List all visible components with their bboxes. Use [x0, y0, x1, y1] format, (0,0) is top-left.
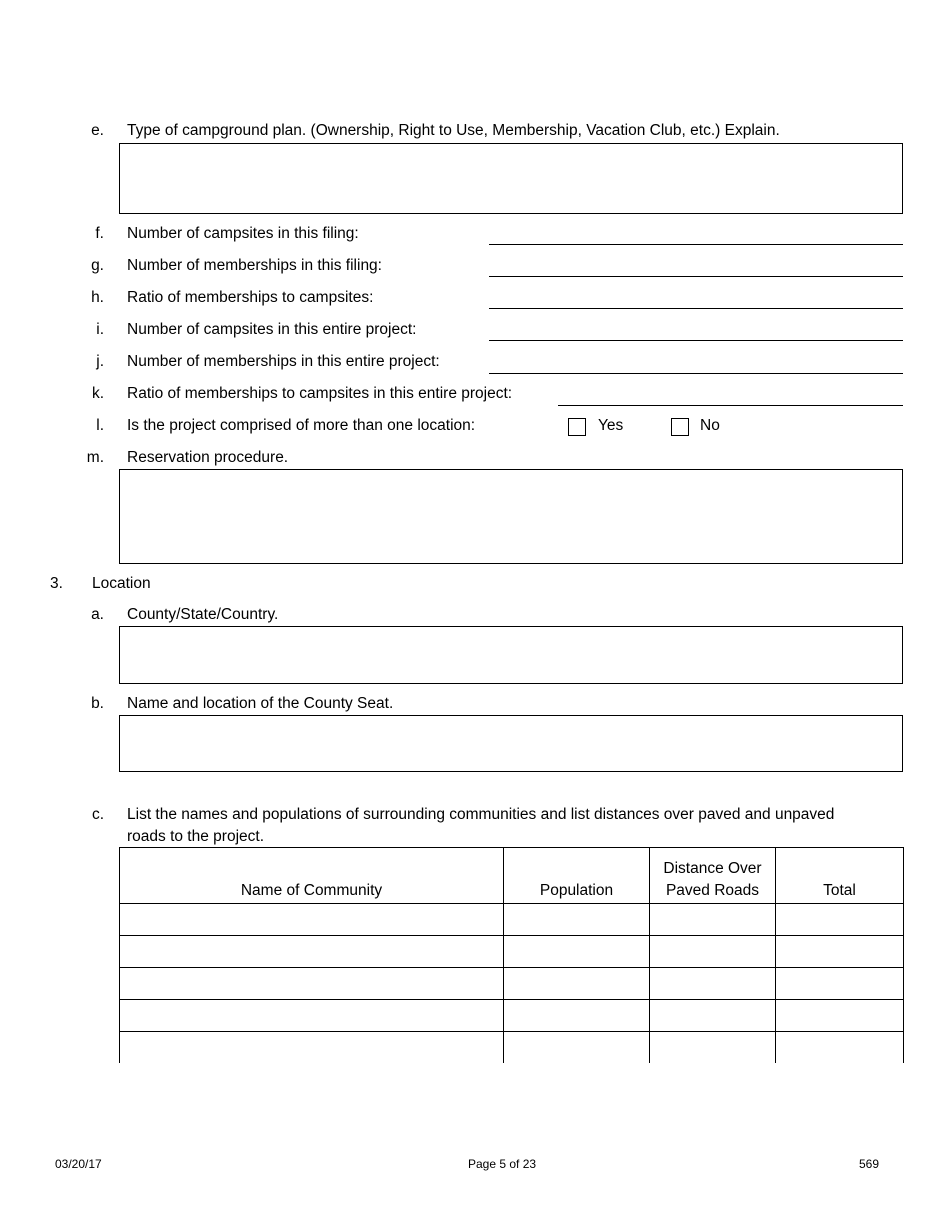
memberships-filing-label: Number of memberships in this filing: [127, 257, 382, 274]
item-letter-a: a. [91, 606, 104, 623]
ratio-filing-field[interactable] [489, 308, 903, 309]
header-total: Total [776, 848, 904, 904]
table-row [120, 1032, 904, 1064]
population-cell[interactable] [504, 1000, 650, 1032]
communities-label-line1: List the names and populations of surrounding communities and list distances over paved and unpaved [127, 806, 835, 823]
header-distance-line1: Distance Over [663, 860, 762, 877]
campsites-filing-label: Number of campsites in this filing: [127, 225, 359, 242]
footer-form-number: 569 [859, 1157, 880, 1171]
item-letter-l: l. [96, 417, 104, 434]
item-letter-b: b. [91, 695, 104, 712]
distance-cell[interactable] [650, 936, 776, 968]
section-3-number: 3. [50, 575, 63, 592]
section-3-title: Location [92, 575, 151, 592]
header-distance-paved [650, 848, 776, 904]
community-name-cell[interactable] [120, 1032, 504, 1064]
table-row [120, 904, 904, 936]
item-letter-h: h. [91, 289, 104, 306]
footer-date: 03/20/17 [55, 1157, 102, 1171]
item-letter-k: k. [91, 385, 104, 402]
community-name-cell[interactable] [120, 904, 504, 936]
table-row [120, 968, 904, 1000]
reservation-procedure-field[interactable] [119, 469, 903, 564]
campsites-project-label: Number of campsites in this entire project: [127, 321, 417, 338]
item-letter-e: e. [91, 122, 104, 139]
total-cell[interactable] [776, 1032, 904, 1064]
table-row [120, 936, 904, 968]
distance-cell[interactable] [650, 1032, 776, 1064]
population-cell[interactable] [504, 968, 650, 1000]
no-checkbox[interactable] [671, 418, 689, 436]
multiple-locations-label: Is the project comprised of more than one location: [127, 417, 476, 434]
table-row [120, 1000, 904, 1032]
county-seat-label: Name and location of the County Seat. [127, 695, 394, 712]
reservation-procedure-label: Reservation procedure. [127, 449, 289, 466]
yes-label: Yes [598, 417, 624, 434]
item-letter-c: c. [91, 806, 104, 823]
item-letter-g: g. [91, 257, 104, 274]
no-label: No [700, 417, 720, 434]
header-population: Population [504, 848, 650, 904]
county-seat-field[interactable] [119, 715, 903, 772]
campground-plan-field[interactable] [119, 143, 903, 214]
ratio-filing-label: Ratio of memberships to campsites: [127, 289, 374, 306]
footer-page-number: Page 5 of 23 [468, 1157, 537, 1171]
item-letter-j: j. [96, 353, 104, 370]
communities-label-line2: roads to the project. [127, 828, 264, 845]
total-cell[interactable] [776, 936, 904, 968]
header-distance-line2: Paved Roads [665, 882, 760, 899]
ratio-project-label: Ratio of memberships to campsites in this entire project: [127, 385, 513, 402]
item-letter-m: m. [86, 449, 104, 466]
population-cell[interactable] [504, 1032, 650, 1064]
community-name-cell[interactable] [120, 968, 504, 1000]
header-name-of-community: Name of Community [120, 848, 504, 904]
item-letter-i: i. [96, 321, 104, 338]
population-cell[interactable] [504, 904, 650, 936]
community-name-cell[interactable] [120, 1000, 504, 1032]
total-cell[interactable] [776, 904, 904, 936]
campground-plan-label: Type of campground plan. (Ownership, Right to Use, Membership, Vacation Club, etc.) Explain. [127, 122, 780, 139]
memberships-filing-field[interactable] [489, 276, 903, 277]
table-header-row [120, 848, 904, 904]
memberships-project-field[interactable] [489, 373, 903, 374]
item-letter-f: f. [95, 225, 104, 242]
distance-cell[interactable] [650, 904, 776, 936]
community-name-cell[interactable] [120, 936, 504, 968]
county-state-country-label: County/State/Country. [127, 606, 279, 623]
total-cell[interactable] [776, 1000, 904, 1032]
ratio-project-field[interactable] [558, 405, 903, 406]
campsites-filing-field[interactable] [489, 244, 903, 245]
distance-cell[interactable] [650, 968, 776, 1000]
distance-cell[interactable] [650, 1000, 776, 1032]
memberships-project-label: Number of memberships in this entire project: [127, 353, 440, 370]
communities-table [119, 847, 904, 1063]
county-state-country-field[interactable] [119, 626, 903, 684]
campsites-project-field[interactable] [489, 340, 903, 341]
population-cell[interactable] [504, 936, 650, 968]
yes-checkbox[interactable] [568, 418, 586, 436]
total-cell[interactable] [776, 968, 904, 1000]
